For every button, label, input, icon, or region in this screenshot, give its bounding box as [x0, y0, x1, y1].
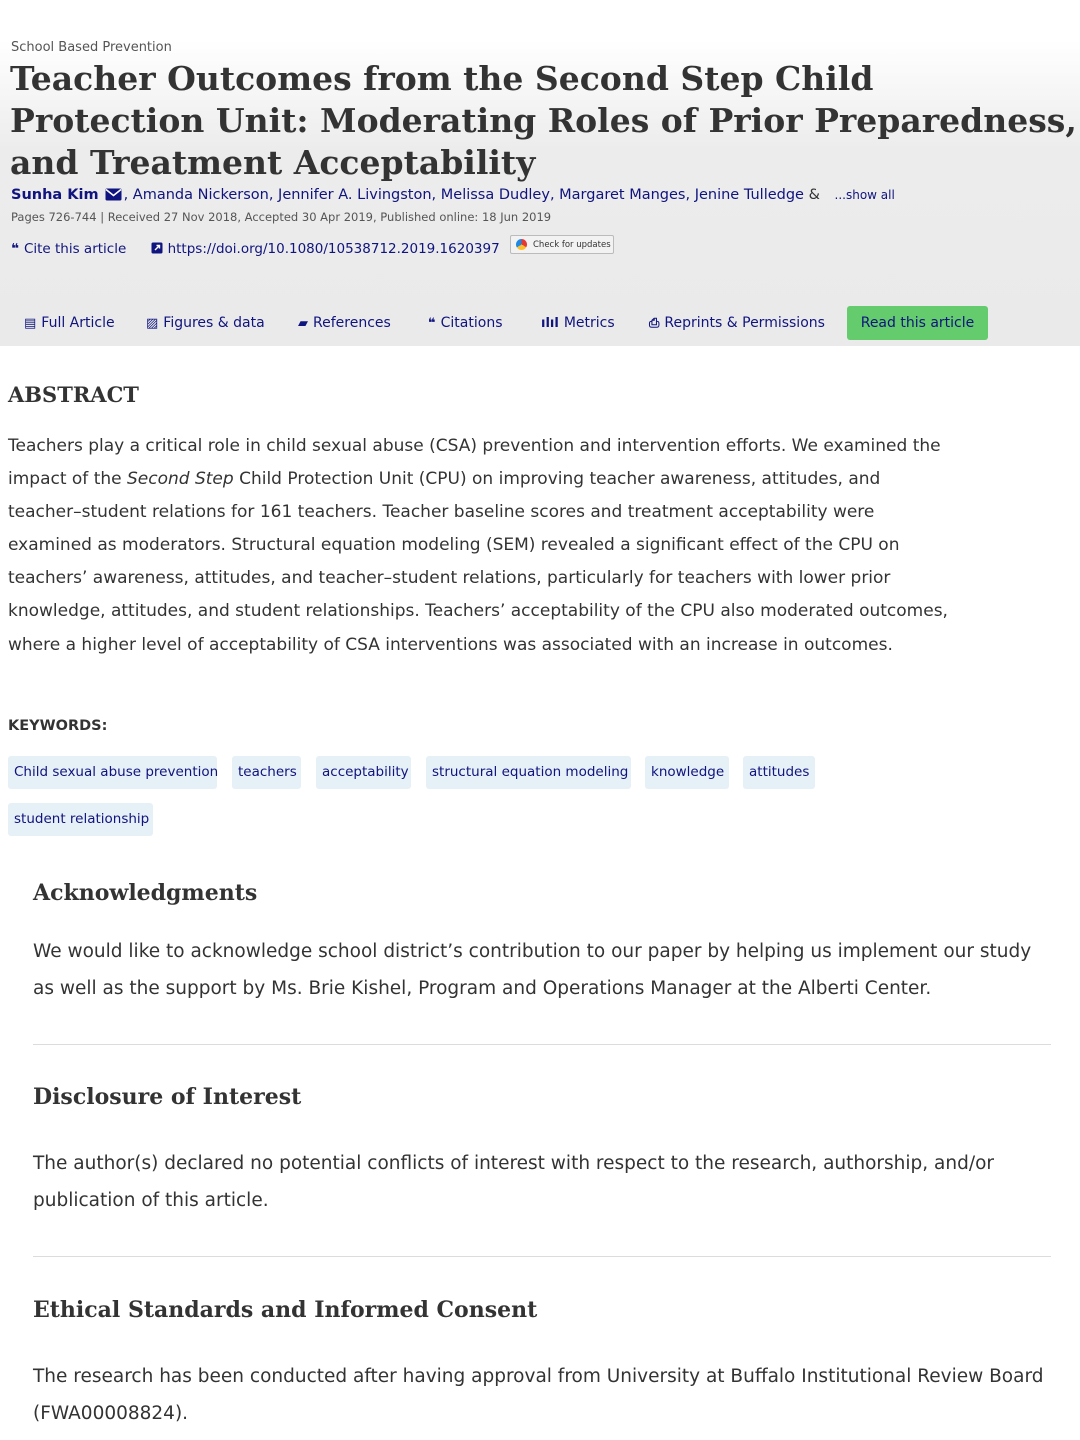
keyword-link[interactable]: student relationship [8, 803, 153, 836]
read-this-article-button[interactable]: Read this article [847, 306, 988, 340]
print-icon: ⎙ [649, 316, 660, 331]
tab-label: Citations [440, 315, 503, 331]
ethical-standards-heading: Ethical Standards and Informed Consent [33, 1297, 538, 1323]
keyword-link[interactable]: attitudes [743, 756, 815, 789]
tab-label: Metrics [563, 315, 615, 331]
abstract-text-part1: Teachers play a critical role in child sexual abuse (CSA) prevention and intervention efforts. We examined the impact of the [8, 436, 941, 490]
quote-icon: ❝ [11, 241, 19, 257]
tab-metrics[interactable] [541, 306, 615, 340]
check-for-updates-label: Check for updates [533, 240, 611, 250]
show-all-authors-link[interactable]: ...show all [834, 188, 895, 202]
abstract-text-part2: Child Protection Unit (CPU) on improving teacher awareness, attitudes, and teacher–student relations for 161 teachers. Teacher baseline scores and treatment acceptability were examined as moderators. Structural equation modeling (SEM) revealed a significant effect of the CPU on teachers’ awareness, attitudes, and teacher–student relations, particularly for teachers with lower prior knowledge, attitudes, and student relationships. Teachers’ acceptability of the CPU also moderated outcomes, where a higher level of acceptability of CSA interventions was associated with an increase in outcomes. [8, 469, 948, 655]
keyword-link[interactable]: acceptability [316, 756, 411, 789]
check-for-updates-button[interactable] [510, 235, 614, 254]
book-icon: ▰ [298, 316, 308, 331]
section-kicker[interactable]: School Based Prevention [11, 40, 172, 55]
tab-references[interactable] [298, 306, 391, 340]
cite-row [11, 241, 500, 257]
author-links[interactable]: , Amanda Nickerson, Jennifer A. Livingston, Melissa Dudley, Margaret Manges, Jenine Tulledge [123, 187, 804, 203]
cite-article-link[interactable] [11, 241, 126, 257]
document-icon: ▤ [24, 316, 37, 331]
bar-chart-icon: ılıl [541, 316, 559, 331]
section-divider [33, 1256, 1051, 1257]
tab-label: References [313, 315, 391, 331]
crossmark-icon [516, 239, 527, 250]
quote-icon: ❝ [428, 316, 436, 331]
author-list [11, 187, 895, 203]
article-title: Teacher Outcomes from the Second Step Child Protection Unit: Moderating Roles of Prior Preparedness, and Treatment Acceptability [10, 59, 1077, 182]
disclosure-heading: Disclosure of Interest [33, 1084, 302, 1110]
cite-label: Cite this article [23, 241, 127, 257]
abstract-text [8, 430, 948, 662]
section-divider [33, 1044, 1051, 1045]
keyword-link[interactable]: structural equation modeling [426, 756, 631, 789]
abstract-text-italic: Second Step [127, 469, 234, 490]
tab-label: Full Article [41, 315, 115, 331]
ethical-standards-text: The research has been conducted after having approval from University at Buffalo Institutional Review Board (FWA00008824). [33, 1366, 1044, 1424]
envelope-icon[interactable] [105, 188, 122, 201]
keyword-link[interactable]: Child sexual abuse prevention [8, 756, 217, 789]
doi-link[interactable] [151, 241, 500, 257]
tab-citations[interactable] [428, 306, 503, 340]
tab-reprints-permissions[interactable] [649, 306, 825, 340]
abstract-heading: ABSTRACT [8, 382, 139, 407]
external-link-icon [151, 242, 163, 254]
acknowledgments-text: We would like to acknowledge school district’s contribution to our paper by helping us implement our study as well as the support by Ms. Brie Kishel, Program and Operations Manager at the Alberti Center. [33, 941, 1032, 999]
tab-figures-data[interactable] [146, 306, 265, 340]
image-icon: ▨ [146, 316, 159, 331]
author-link-first[interactable]: Sunha Kim [11, 187, 99, 203]
doi-text: https://doi.org/10.1080/10538712.2019.1620397 [167, 241, 500, 257]
tab-label: Reprints & Permissions [664, 315, 825, 331]
keyword-link[interactable]: knowledge [645, 756, 729, 789]
tab-full-article[interactable] [24, 306, 115, 340]
keywords-heading: KEYWORDS: [8, 718, 108, 734]
author-ampersand: & [808, 187, 820, 203]
disclosure-text: The author(s) declared no potential conflicts of interest with respect to the research, authorship, and/or publication of this article. [33, 1153, 995, 1211]
keyword-link[interactable]: teachers [232, 756, 301, 789]
acknowledgments-heading: Acknowledgments [33, 880, 258, 906]
tab-label: Figures & data [163, 315, 265, 331]
publication-info: Pages 726-744 | Received 27 Nov 2018, Accepted 30 Apr 2019, Published online: 18 Jun 2019 [11, 210, 552, 224]
